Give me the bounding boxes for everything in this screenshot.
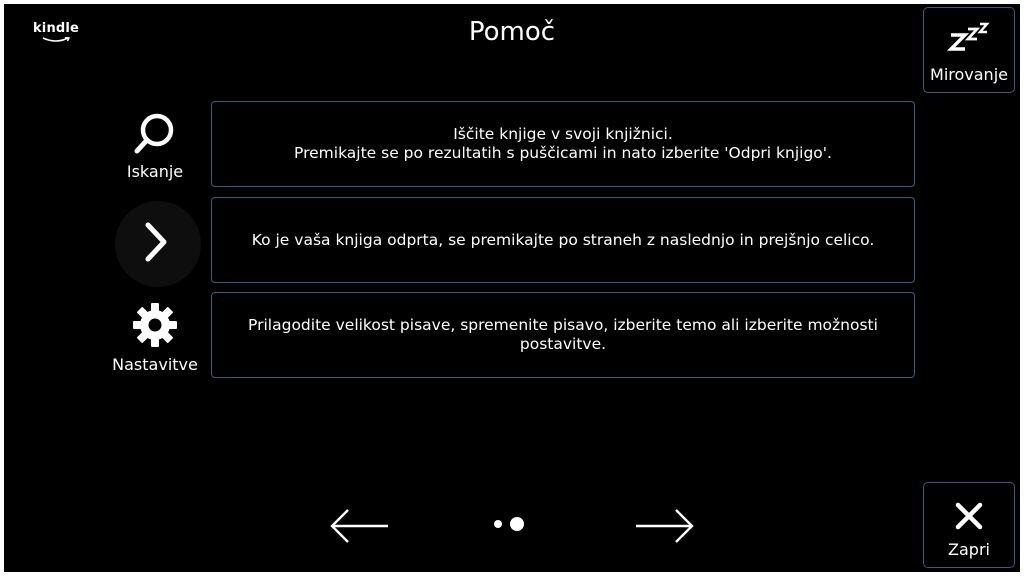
search-icon [132,110,178,156]
help-text-line: Iščite knjige v svoji knjižnici. [453,125,673,143]
page-title: Pomoč [468,17,556,47]
sleep-zzz-icon [945,21,993,57]
previous-page-arrow-icon[interactable] [328,508,390,544]
close-button[interactable] [923,482,1015,568]
next-page-arrow-icon[interactable] [634,508,696,544]
logo-text: kindle [32,21,80,36]
page-indicator [494,517,524,531]
help-text-line: Prilagodite velikost pisave, spremenite pisavo, izberite temo ali izberite možnosti [248,316,878,334]
close-icon [954,501,984,531]
help-card-navigation [211,197,915,283]
help-text-line: Premikajte se po rezultatih s puščicami in nato izberite 'Odpri knjigo'. [294,144,832,162]
sleep-button[interactable] [923,7,1015,93]
help-row-navigation-icon-group [110,219,200,269]
sleep-label: Mirovanje [930,65,1008,84]
gear-icon [131,301,179,349]
settings-label: Nastavitve [112,355,198,374]
page-dot-active [510,517,524,531]
search-label: Iskanje [126,162,184,181]
help-text-line: postavitve. [519,335,607,353]
close-label: Zapri [948,540,990,559]
chevron-right-icon [132,219,178,265]
page-dot [494,520,502,528]
help-text-line: Ko je vaša knjiga odprta, se premikajte po straneh z naslednjo in prejšnjo celico. [251,230,875,249]
help-row-search-icon-group [110,110,200,181]
help-card-search [211,101,915,187]
help-screen [4,4,1020,572]
help-card-settings [211,292,915,378]
help-row-settings-icon-group [110,301,200,374]
